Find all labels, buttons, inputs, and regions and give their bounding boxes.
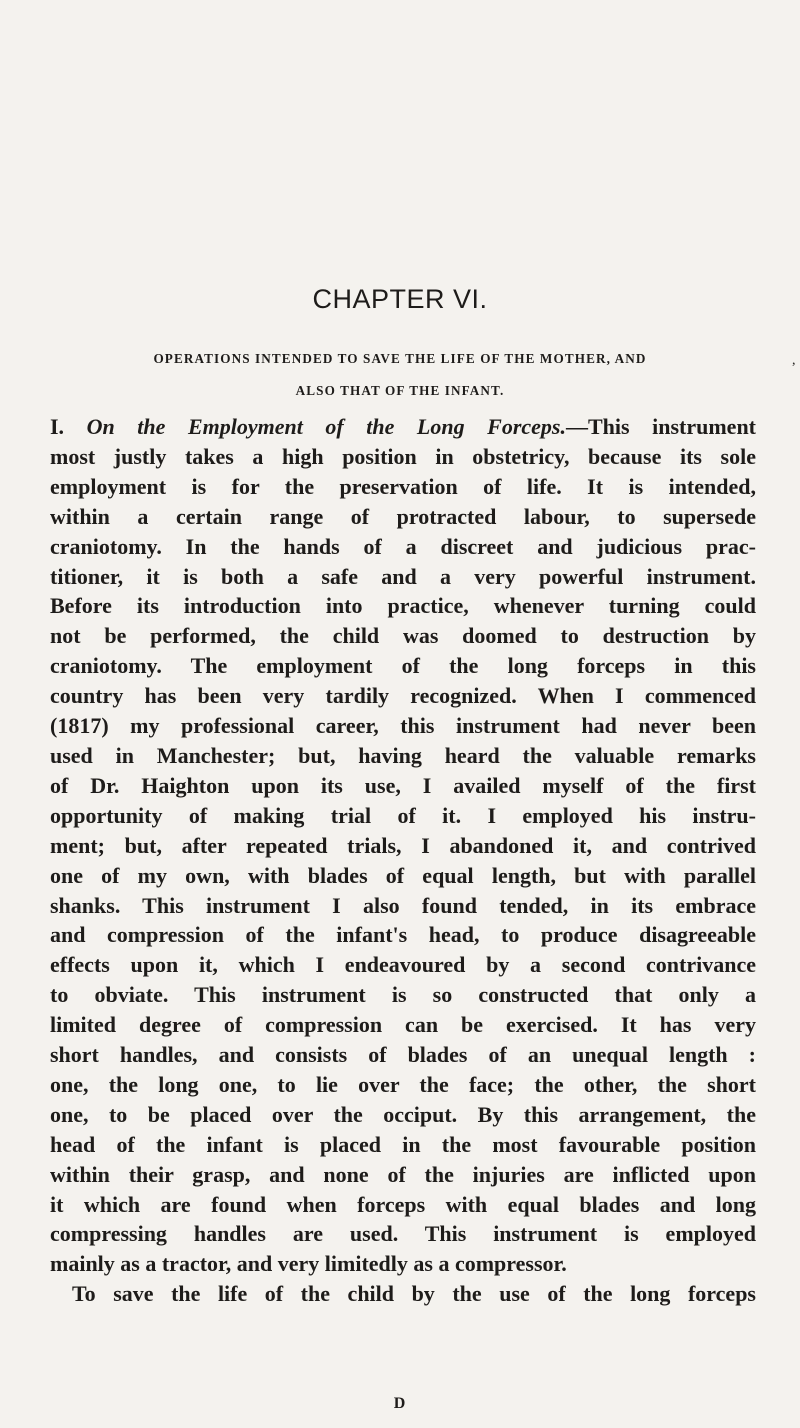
text-line: shanks. This instrument I also found tended, in its embrace: [50, 892, 756, 918]
text-line: to obviate. This instrument is so constructed that only a: [50, 982, 756, 1008]
chapter-title: CHAPTER VI.: [312, 284, 488, 314]
text-line: and compression of the infant's head, to produce disagreeable: [50, 922, 756, 948]
text-line: one, to be placed over the occiput. By this arrangement, the: [50, 1101, 756, 1127]
continuation-line: To save the life of the child by the use of the long forceps: [72, 1281, 756, 1307]
section-number: I.: [50, 414, 65, 439]
text-line: within their grasp, and none of the injuries are inflicted upon: [50, 1161, 756, 1187]
text-line: one, the long one, to lie over the face; the other, the short: [50, 1071, 756, 1097]
text-line: titioner, it is both a safe and a very powerful instrument.: [50, 563, 756, 589]
text-line: opportunity of making trial of it. I employed his instru-: [50, 802, 756, 828]
text-line: employment is for the preservation of life. It is intended,: [50, 473, 756, 499]
section-heading: On the Employment of the Long Forceps.: [86, 414, 566, 439]
signature-mark: D: [393, 1395, 407, 1412]
text-line: head of the infant is placed in the most favourable position: [50, 1131, 756, 1157]
text-line: craniotomy. The employment of the long forceps in this: [50, 653, 756, 679]
text-line: one of my own, with blades of equal length, but with parallel: [50, 862, 756, 888]
subtitle-line-2: ALSO THAT OF THE INFANT.: [295, 383, 505, 398]
text-line: mainly as a tractor, and very limitedly as a compressor.: [50, 1251, 567, 1277]
text-line: country has been very tardily recognized. When I commenced: [50, 683, 756, 709]
subtitle-line-1: OPERATIONS INTENDED TO SAVE THE LIFE OF THE MOTHER, AND: [153, 351, 647, 366]
text-line: limited degree of compression can be exercised. It has very: [50, 1012, 756, 1038]
text-line: of Dr. Haighton upon its use, I availed myself of the first: [50, 772, 756, 798]
text-line: ment; but, after repeated trials, I abandoned it, and contrived: [50, 832, 756, 858]
section-body: [50, 412, 756, 1309]
text-line: not be performed, the child was doomed to destruction by: [50, 623, 756, 649]
stray-print-mark: ,: [792, 353, 796, 368]
text-line: within a certain range of protracted labour, to supersede: [50, 503, 756, 529]
text-line: craniotomy. In the hands of a discreet and judicious prac-: [50, 533, 756, 559]
text-line: used in Manchester; but, having heard the valuable remarks: [50, 742, 756, 768]
text-line: effects upon it, which I endeavoured by a second contrivance: [50, 952, 756, 978]
text-line: This instrument: [587, 414, 757, 439]
text-line: compressing handles are used. This instrument is employed: [50, 1221, 756, 1247]
text-line: most justly takes a high position in obstetricy, because its sole: [50, 443, 756, 469]
text-line: it which are found when forceps with equal blades and long: [50, 1191, 756, 1217]
text-line: Before its introduction into practice, whenever turning could: [50, 593, 756, 619]
section-first-line: [50, 412, 756, 442]
heading-dash: —: [565, 414, 588, 439]
text-line: short handles, and consists of blades of an unequal length :: [50, 1042, 756, 1068]
text-line: (1817) my professional career, this instrument had never been: [50, 713, 756, 739]
chapter-subtitle: [0, 343, 800, 407]
